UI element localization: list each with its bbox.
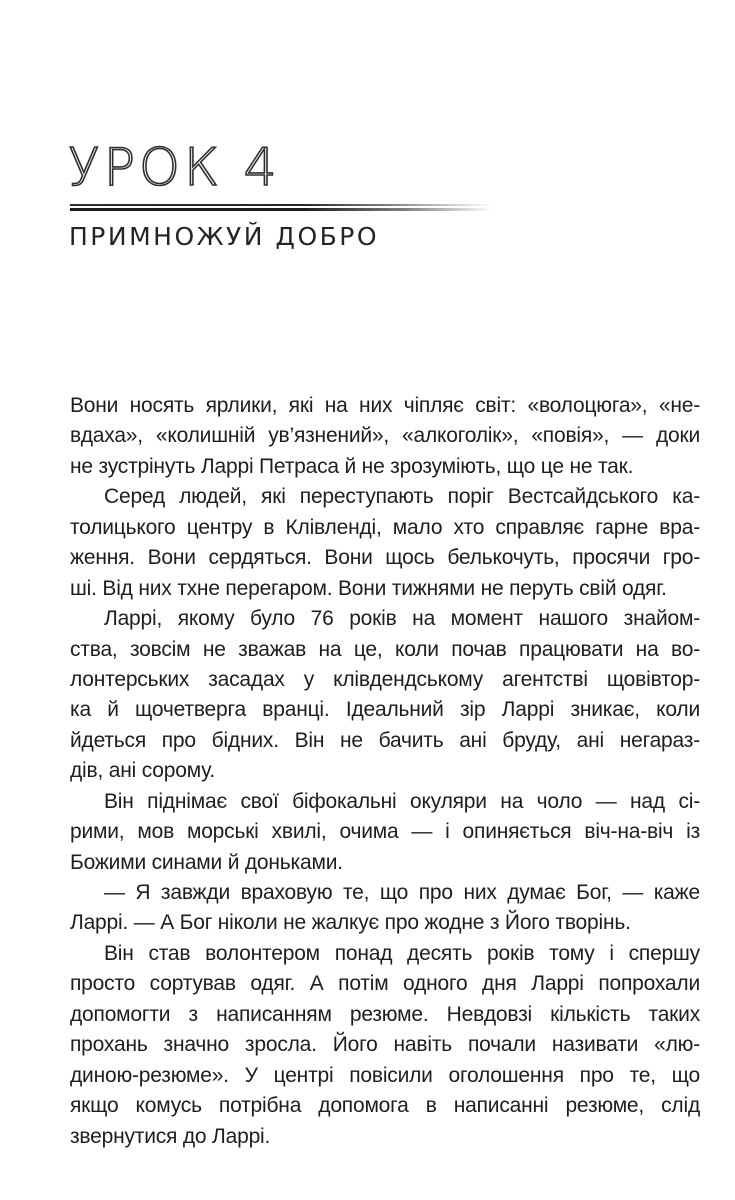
text-line: Ларрі. — А Бог ніколи не жалкує про жодне з Його творінь.: [70, 911, 631, 935]
text-line: толицького центру в Клівленді, мало хто справляє гарне вра-: [70, 515, 700, 539]
text-line: дів, ані сорому.: [70, 759, 215, 783]
text-line: диною-резюме». У центрі повісили оголошення про те, що: [70, 1063, 700, 1087]
text-line: Божими синами й доньками.: [70, 850, 343, 874]
body-text: [70, 391, 700, 1152]
text-line: Серед людей, які переступають поріг Вестсайдського ка-: [104, 485, 700, 509]
text-line: Вони носять ярлики, які на них чіпляє світ: «волоцюга», «не-: [70, 394, 700, 417]
page-title: УРОК 4: [68, 138, 281, 198]
lesson-subtitle: ПРИМНОЖУЙ ДОБРО: [69, 222, 380, 251]
text-line: вдаха», «колишній ув’язнений», «алкоголік», «повія», — доки: [70, 424, 700, 448]
text-line: Він піднімає свої біфокальні окуляри на чоло — над сі-: [104, 789, 700, 813]
text-line: допомогти з написанням резюме. Невдовзі кількість таких: [70, 1002, 700, 1026]
text-line: ства, зовсім не зважав на це, коли почав працювати на во-: [70, 637, 700, 661]
text-line: Він став волонтером понад десять років тому і спершу: [104, 941, 700, 965]
text-line: звернутися до Ларрі.: [70, 1124, 271, 1148]
text-line: йдеться про бідних. Він не бачить ані бруду, ані негараз-: [70, 728, 700, 752]
text-line: просто сортував одяг. А потім одного дня Ларрі попрохали: [70, 972, 700, 996]
text-line: прохань значно зросла. Його навіть почали називати «лю-: [70, 1033, 700, 1057]
text-line: якщо комусь потрібна допомога в написанні резюме, слід: [70, 1094, 700, 1118]
text-line: рими, мов морські хвилі, очима — і опиняється віч-на-віч із: [70, 820, 700, 844]
text-line: лонтерських засадах у клівдендському агентстві щовівтор-: [70, 667, 700, 691]
text-line: Ларрі, якому було 76 років на момент нашого знайом-: [104, 607, 700, 631]
text-line: ка й щочетверга вранці. Ідеальний зір Ларрі зникає, коли: [70, 698, 700, 722]
text-line: ші. Від них тхне перегаром. Вони тижнями не перуть свій одяг.: [70, 576, 667, 600]
text-line: — Я завжди враховую те, що про них думає Бог, — каже: [104, 881, 700, 904]
text-line: ження. Вони сердяться. Вони щось белькочуть, просячи гро-: [70, 546, 700, 570]
divider-bottom-line: [70, 208, 492, 211]
text-line: не зустрінуть Ларрі Петраса й не зрозуміють, що це не так.: [70, 454, 634, 478]
section-divider: [70, 204, 492, 211]
